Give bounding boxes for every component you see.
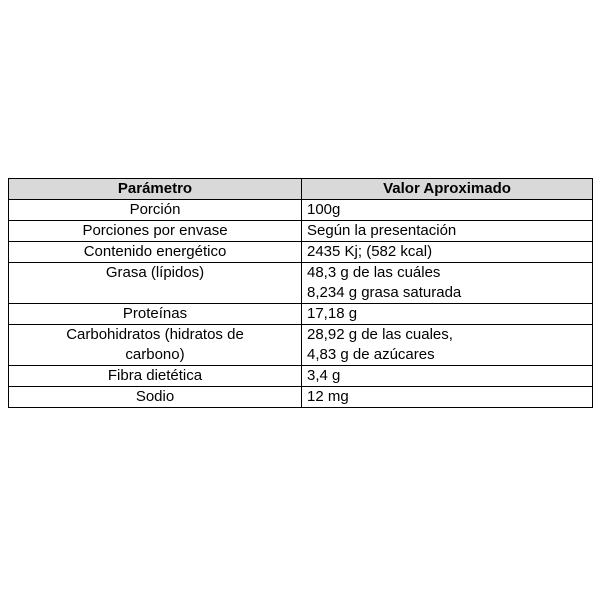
value-cell [302,200,593,221]
parameter-text: Porción [129,201,181,218]
parameter-text: Porciones por envase [82,222,228,239]
parameter-text: Proteínas [122,305,188,322]
value-text: 2435 Kj; (582 kcal) [307,243,433,260]
header-parameter: Parámetro [9,179,302,200]
parameter-text: Grasa (lípidos) [105,264,205,281]
parameter-text: Contenido energético [83,243,227,260]
table-body [9,200,593,408]
value-text: 4,83 g de azúcares [307,346,435,363]
table-row [9,242,593,263]
value-text: 100g [307,201,341,218]
value-cell [302,304,593,325]
parameter-text: Carbohidratos (hidratos de [66,326,244,343]
value-text: 3,4 g [307,367,341,384]
value-text: 8,234 g grasa saturada [307,284,462,301]
table-row [9,263,593,304]
value-cell [302,242,593,263]
table-row [9,221,593,242]
table-row [9,387,593,408]
table-row [9,366,593,387]
value-cell [302,366,593,387]
parameter-cell [9,387,302,408]
parameter-text: Fibra dietética [107,367,203,384]
parameter-cell [9,242,302,263]
value-text: 17,18 g [307,305,358,322]
parameter-cell [9,221,302,242]
parameter-cell [9,366,302,387]
value-text: 48,3 g de las cuáles [307,264,441,281]
parameter-cell [9,200,302,221]
parameter-text: carbono) [125,346,185,363]
parameter-cell [9,263,302,304]
table-row [9,325,593,366]
table-header-row [9,179,593,200]
parameter-text: Sodio [135,388,175,405]
header-value: Valor Aproximado [302,179,593,200]
value-cell [302,263,593,304]
table-row [9,200,593,221]
value-text: 28,92 g de las cuales, [307,326,453,343]
value-cell [302,325,593,366]
value-cell [302,221,593,242]
parameter-cell [9,325,302,366]
value-text: Según la presentación [307,222,457,239]
table-row [9,304,593,325]
value-cell [302,387,593,408]
value-text: 12 mg [307,388,349,405]
nutrition-table [8,178,593,408]
parameter-cell [9,304,302,325]
